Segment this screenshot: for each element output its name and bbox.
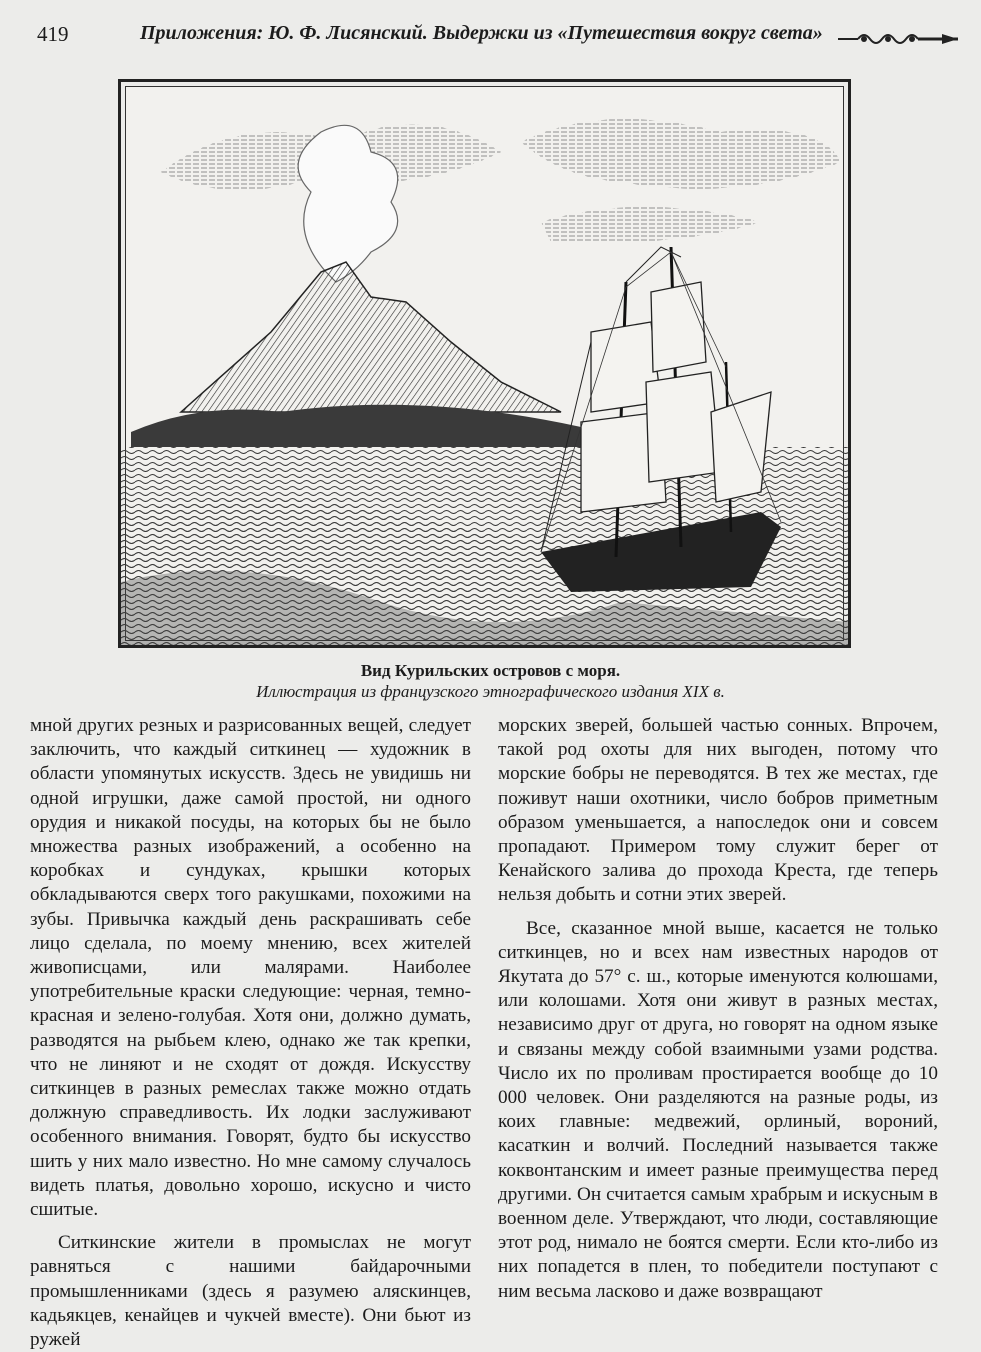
illustration-frame: [118, 79, 851, 648]
text-column-left: [30, 714, 471, 1352]
figure-caption-subtitle: Иллюстрация из французского этнографического издания XIX в.: [256, 682, 725, 701]
paragraph: Ситкинские жители в промыслах не могут равняться с нашими байдарочными промышленниками (здесь я разумею аляскинцев, кадьякцев, кенайцев и чукчей вместе). Они бьют из ружей: [30, 1232, 471, 1351]
illustration-kuril-islands-ship: [121, 82, 848, 645]
paragraph: мной других резных и разрисованных вещей, следует заключить, что каждый ситкинец — художник в области упомянутых искусств. Здесь не увидишь ни одной игрушки, даже самой простой, ни одного орудия и никакой посуды, на которых бы не было множества разных изображений, а особенно на коробках и сундуках, крышки которых обкладываются сверх того ракушками, похожими на зубы. Привычка каждый день раскрашивать себе лицо сделала, по моему мнению, всех жителей живописцами, или малярами. Наиболее употребительные краски следующие: черная, темно-красная и зелено-голубая. Хотя они, должно думать, разводятся на рыбьем клею, однако же так крепки, что не линяют и не сходят от дождя. Искусству ситкинцев в разных ремеслах также можно отдать должную справедливость. Их лодки заслуживают особенного внимания. Говорят, будто бы искусство шить у них мало известно. Но мне самому случалось видеть платья, довольно хорошо, искусно и чисто сшитые.: [30, 715, 471, 1221]
header-ornament: [838, 30, 958, 53]
text-column-right: [498, 714, 938, 1304]
paragraph: морских зверей, большей частью сонных. Впрочем, такой род охоты для них выгоден, потому что морские бобры не переводятся. В тех же местах, где поживут наши охотники, число бобров приметным образом уменьшается, а напоследок они и совсем пропадают. Примером тому служит берег от Кенайского залива до прохода Креста, где теперь нельзя добыть и сотни этих зверей.: [498, 715, 938, 906]
figure-caption-title: Вид Курильских островов с моря.: [360, 661, 621, 680]
page-number: 419: [37, 22, 69, 46]
paragraph: Все, сказанное мной выше, касается не только ситкинцев, но и всех нам известных народов от Якутата до 57° с. ш., которые именуются колюшами, или колошами. Хотя они живут в разных местах, независимо друг от друга, но говорят на одном языке и связаны между собой взаимными узами родства. Число их по проливам простирается вообще до 10 000 человек. Они разделяются на разные роды, из коих главные: медвежий, орлиный, вороний, касаткин и волчий. Последний называется также коквонтанским и имеет разные преимущества перед другими. Он считается самым храбрым и искусным в военном деле. Утверждают, что люди, составляющие этот род, нимало не боятся смерти. Если кто-либо из них попадется в плен, то победители поступают с ним весьма ласково и даже возвращают: [498, 917, 938, 1302]
running-head: Приложения: Ю. Ф. Лисянский. Выдержки из «Путешествия вокруг света»: [140, 22, 823, 44]
